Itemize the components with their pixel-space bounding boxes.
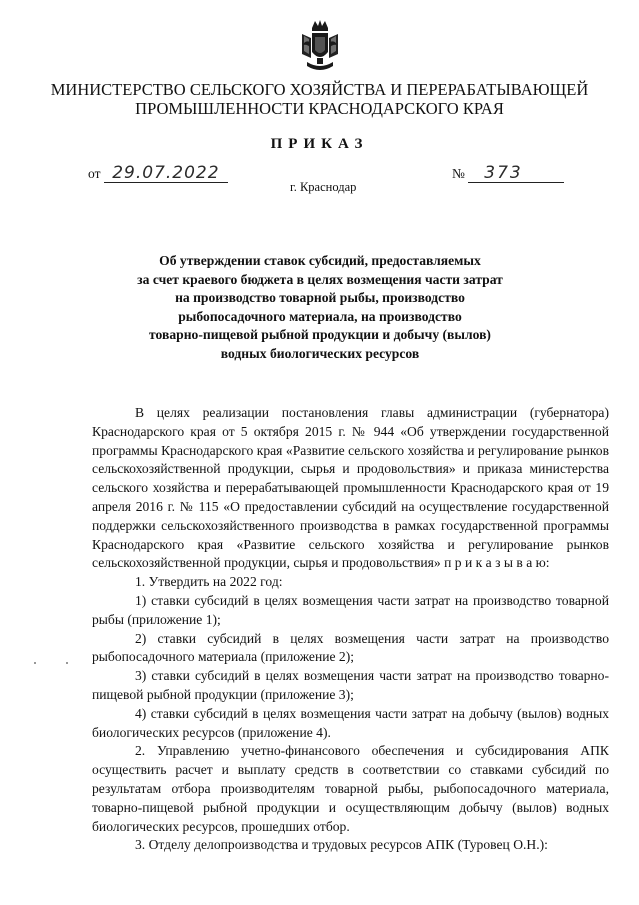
document-type: ПРИКАЗ — [270, 136, 369, 152]
subject-line: Об утверждении ставок субсидий, предоставляемых — [159, 253, 481, 268]
order-body — [92, 404, 609, 855]
clause-1-item-1: 1) ставки субсидий в целях возмещения части затрат на производство товарной рыбы (приложение 1); — [92, 592, 609, 627]
clause-1-item-2: 2) ставки субсидий в целях возмещения части затрат на производство рыбопосадочного материала (приложение 2); — [92, 630, 609, 665]
clause-1-item-4: 4) ставки субсидий в целях возмещения части затрат на добычу (вылов) водных биологических ресурсов (приложение 4). — [92, 705, 609, 740]
clause-1: 1. Утвердить на 2022 год: — [135, 574, 283, 590]
city: г. Краснодар — [290, 180, 357, 194]
subject-line: товарно-пищевой рыбной продукции и добычу (вылов) — [149, 327, 491, 343]
number-prefix: № — [452, 166, 465, 181]
scan-speck — [66, 662, 68, 664]
subject-line: водных биологических ресурсов — [220, 345, 420, 361]
order-subject — [100, 252, 540, 364]
ministry-name-line2: ПРОМЫШЛЕННОСТИ КРАСНОДАРСКОГО КРАЯ — [135, 99, 504, 118]
clause-3: 3. Отделу делопроизводства и трудовых ресурсов АПК (Туровец О.Н.): — [135, 837, 548, 853]
subject-line: за счет краевого бюджета в целях возмещения части затрат — [137, 271, 503, 287]
preamble-paragraph: В целях реализации постановления главы администрации (губернатора) Краснодарского края от 5 октября 2015 г. № 944 «Об утверждении государственной программы Краснодарского края «Развитие сельского хозяйства и регулирование рынков сельскохозяйственной продукции, сырья и продовольствия» и приказа министерства сельского хозяйства и перерабатывающей промышленности Краснодарского края от 19 апреля 2016 г. № 115 «О предоставлении субсидий на осуществление государственной поддержки сельскохозяйственного производства в рамках государственной программы Краснодарского края «Развитие сельского хозяйства и регулирование рынков сельскохозяйственной продукции, сырья и продовольствия» п р и к а з ы в а ю: — [92, 405, 609, 571]
number-value: 373 — [468, 164, 564, 183]
clause-1-item-3: 3) ставки субсидий в целях возмещения части затрат на производство товарно-пищевой рыбной продукции (приложение 3); — [92, 668, 609, 702]
ministry-name — [40, 80, 599, 118]
date-value: 29.07.2022 — [104, 164, 228, 183]
scan-speck — [34, 662, 36, 664]
subject-line: рыбопосадочного материала, на производство — [178, 308, 462, 324]
order-date — [88, 164, 228, 183]
ministry-name-line1: МИНИСТЕРСТВО СЕЛЬСКОГО ХОЗЯЙСТВА И ПЕРЕРАБАТЫВАЮЩЕЙ — [50, 80, 589, 99]
subject-line: на производство товарной рыбы, производство — [175, 290, 465, 306]
date-prefix: от — [88, 166, 101, 181]
order-number — [452, 164, 564, 183]
clause-2: 2. Управлению учетно-финансового обеспечения и субсидирования АПК осуществить расчет и выплату средств в соответствии со ставками субсидий по результатам отбора производителям товарной рыбы, рыбопосадочного материала, товарно-пищевой рыбной продукции и осуществляющим добычу (вылов) водных биологических ресурсов, прошедших отбор. — [92, 743, 609, 834]
coat-of-arms-icon — [299, 18, 341, 78]
